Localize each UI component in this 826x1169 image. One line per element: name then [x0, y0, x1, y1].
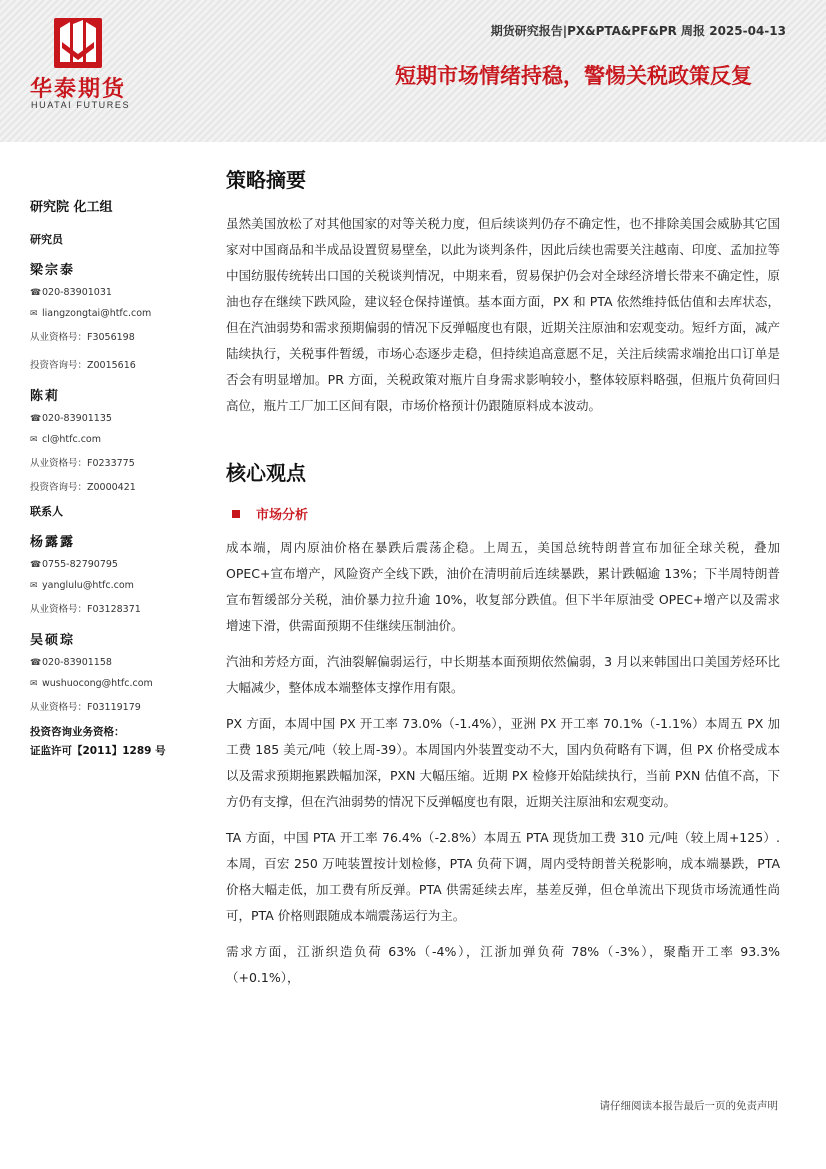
email-icon: ✉: [30, 435, 38, 445]
section-heading-summary: 策略摘要: [226, 168, 306, 192]
phone-row: [30, 287, 200, 298]
qualification-number: 从业资格号：F03119179: [30, 702, 141, 713]
phone-number: 020-83901158: [42, 657, 112, 668]
huatai-logo-icon: [54, 18, 102, 68]
analysis-paragraph: 成本端，周内原油价格在暴跌后震荡企稳。上周五，美国总统特朗普宣布加征全球关税，叠加 OPEC+宣布增产，风险资产全线下跌，油价在清明前后连续暴跌，累计跌幅逾 13%；下半周特朗普宣布暂缓部分关税，油价暴力拉升逾 10%，收复部分跌值。但下半年原油受 OPEC+增产以及需求增速下滑，供需面预期不佳继续压制油价。: [226, 540, 780, 633]
phone-row: [30, 413, 200, 424]
department: 研究院 化工组: [30, 200, 113, 215]
consulting-number: 投资咨询号：Z0000421: [30, 482, 136, 493]
phone-number: 020-83901031: [42, 287, 112, 298]
email-address[interactable]: yanglulu@htfc.com: [42, 580, 134, 591]
section-heading-core-views: 核心观点: [226, 461, 306, 485]
phone-icon: ☎: [30, 288, 42, 298]
email-address[interactable]: cl@htfc.com: [42, 434, 101, 445]
report-body: [226, 164, 780, 1001]
disclaimer-note: 请仔细阅读本报告最后一页的免责声明: [599, 1100, 778, 1112]
email-address[interactable]: wushuocong@htfc.com: [42, 678, 153, 689]
subsection-heading-label: 市场分析: [256, 508, 309, 523]
researcher-name: 梁宗泰: [30, 263, 76, 278]
email-icon: ✉: [30, 309, 38, 319]
report-meta: 期货研究报告|PX&PTA&PF&PR 周报 2025-04-13: [490, 24, 786, 38]
qualification-number: 从业资格号：F03128371: [30, 604, 141, 615]
logo-english-name: HUATAI FUTURES: [31, 100, 131, 110]
email-row: [30, 308, 200, 319]
consulting-number: 投资咨询号：Z0015616: [30, 360, 136, 371]
analysis-paragraph: 汽油和芳烃方面，汽油裂解偏弱运行，中长期基本面预期依然偏弱，3 月以来韩国出口美国芳烃环比大幅减少，整体成本端整体支撑作用有限。: [226, 654, 780, 695]
email-row: [30, 678, 200, 689]
email-address[interactable]: liangzongtai@htfc.com: [42, 308, 152, 319]
phone-number: 0755-82790795: [42, 559, 118, 570]
phone-number: 020-83901135: [42, 413, 112, 424]
qualification-number: 从业资格号：F3056198: [30, 332, 135, 343]
square-bullet-icon: [232, 510, 240, 518]
analysis-paragraph: PX 方面，本周中国 PX 开工率 73.0%（-1.4%），亚洲 PX 开工率 70.1%（-1.1%）本周五 PX 加工费 185 美元/吨（较上周-39）。本周国内外装置变动不大，国内负荷略有下调，但 PX 价格受成本以及需求预期拖累跌幅加深，PXN 大幅压缩。近期 PX 检修开始陆续执行，当前 PXN 估值不高，下方仍有支撑，但在汽油弱势的情况下反弹幅度也有限，近期关注原油和宏观变动。: [226, 716, 780, 809]
researcher-name: 陈莉: [30, 389, 61, 404]
analysis-paragraph: 需求方面，江浙织造负荷 63%（-4%），江浙加弹负荷 78%（-3%），聚酯开工率 93.3%（+0.1%），: [226, 944, 780, 985]
contact-name: 杨露露: [30, 535, 76, 550]
report-header: [0, 0, 826, 142]
email-icon: ✉: [30, 581, 38, 591]
subsection-heading: [226, 504, 780, 523]
analysis-paragraph: TA 方面，中国 PTA 开工率 76.4%（-2.8%）本周五 PTA 现货加工费 310 元/吨（较上周+125）.本周，百宏 250 万吨装置按计划检修，PTA 负荷下调，周内受特朗普关税影响，成本端暴跌，PTA 价格大幅走低，加工费有所反弹。PTA 供需延续去库，基差反弹，但仓单流出下现货市场流通性尚可，PTA 价格则跟随成本端震荡运行为主。: [226, 830, 780, 923]
contact-label: 联系人: [30, 505, 63, 518]
contact-name: 吴硕琮: [30, 633, 76, 648]
phone-icon: ☎: [30, 658, 42, 668]
certification-label: 投资咨询业务资格：: [30, 726, 125, 738]
report-title: 短期市场情绪持稳，警惕关税政策反复: [395, 64, 752, 88]
author-sidebar: [30, 196, 200, 761]
email-icon: ✉: [30, 679, 38, 689]
summary-paragraph: 虽然美国放松了对其他国家的对等关税力度，但后续谈判仍存不确定性，也不排除美国会威胁其它国家对中国商品和半成品设置贸易壁垒，以此为谈判条件，因此后续也需要关注越南、印度、孟加拉等中国纺服传统转出口国的关税谈判情况，中期来看，贸易保护仍会对全球经济增长带来不确定性，原油也存在继续下跌风险，建议轻仓保持谨慎。基本面方面，PX 和 PTA 依然维持低估值和去库状态，但在汽油弱势和需求预期偏弱的情况下反弹幅度也有限，近期关注原油和宏观变动。短纤方面，减产陆续执行，关税事件暂缓，市场心态逐步走稳，但持续追高意愿不足，关注后续需求端抢出口订单是否会有明显增加。PR 方面，关税政策对瓶片自身需求影响较小，整体较原料略强，但瓶片负荷回归高位，瓶片工厂加工区间有限，市场价格预计仍跟随原料成本波动。: [226, 216, 780, 413]
researcher-label: 研究员: [30, 233, 63, 246]
phone-row: [30, 559, 200, 570]
phone-row: [30, 657, 200, 668]
certification-license: 证监许可【2011】1289 号: [30, 745, 166, 757]
qualification-number: 从业资格号：F0233775: [30, 458, 135, 469]
phone-icon: ☎: [30, 414, 42, 424]
phone-icon: ☎: [30, 560, 42, 570]
logo-chinese-name: 华泰期货: [30, 77, 127, 102]
email-row: [30, 580, 200, 591]
email-row: [30, 434, 200, 445]
